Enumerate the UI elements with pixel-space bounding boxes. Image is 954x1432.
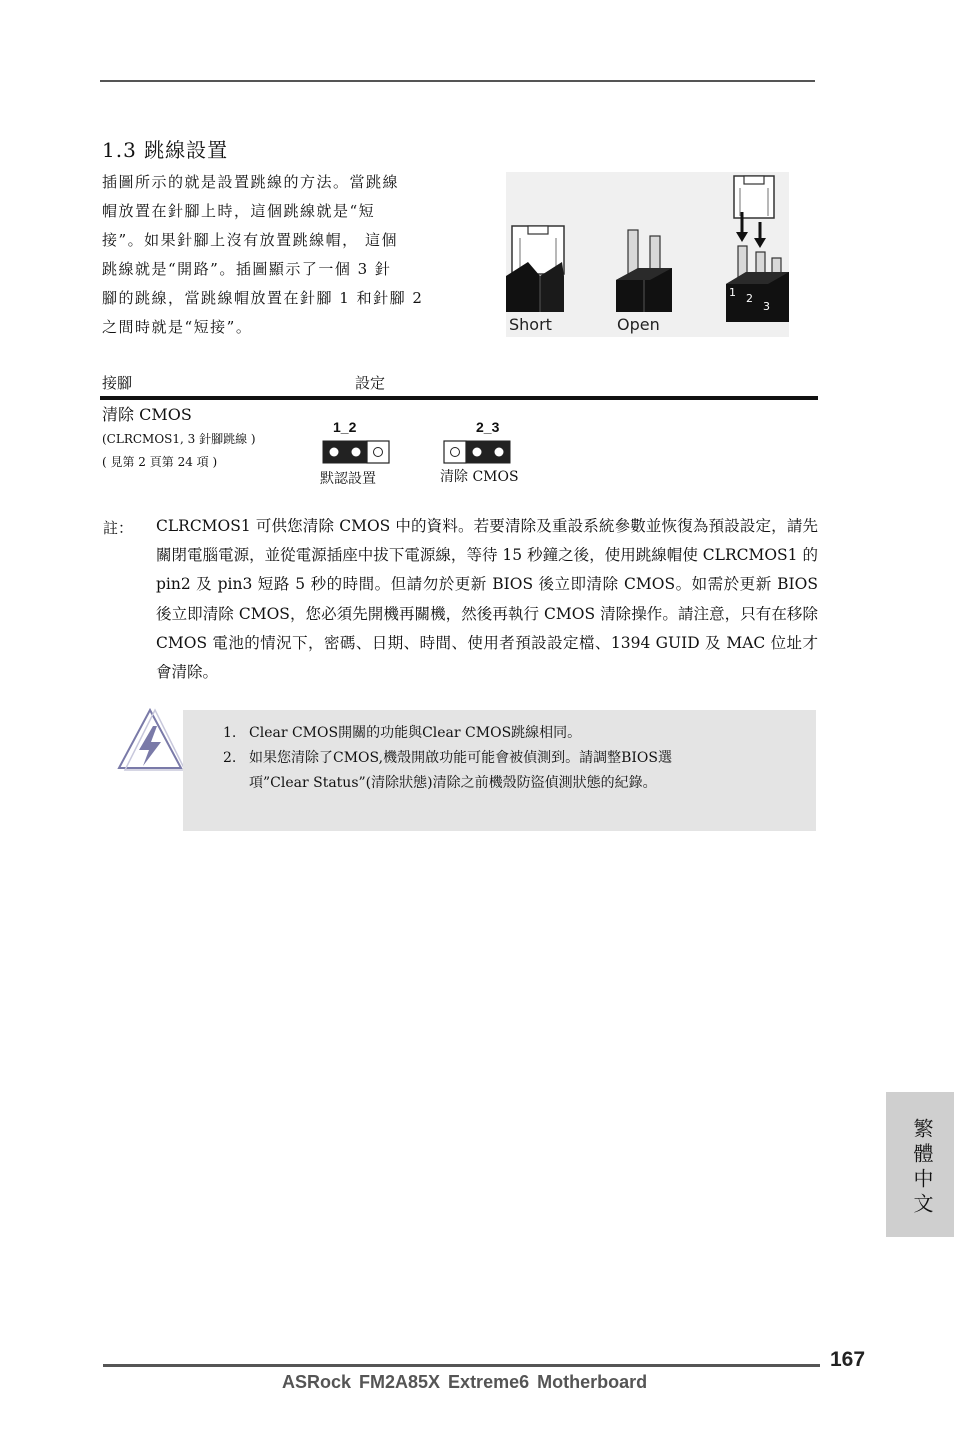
three-pin-jumper-graphic: [726, 176, 789, 322]
section-heading: 1.3 跳線設置: [102, 138, 229, 162]
column-header-setting: 設定: [355, 374, 386, 392]
jumper-illustration: [506, 172, 789, 337]
warning-box: [183, 710, 816, 831]
column-header-pin: 接腳: [102, 374, 133, 392]
jumper-drawing: [506, 172, 789, 337]
language-side-tab: [886, 1092, 954, 1237]
footer-rule: [103, 1364, 820, 1367]
intro-line: 插圖所示的就是設置跳線的方法。當跳線: [102, 173, 400, 191]
jumper-name: 清除 CMOS: [102, 405, 192, 424]
jumper-a-caption: 默認設置: [320, 471, 376, 487]
jumper-a-label: 1_2: [333, 419, 357, 435]
note-text: CLRCMOS1 可供您清除 CMOS 中的資料。若要清除及重設系統參數並恢復為預設設定，請先關閉電腦電源，並從電源插座中拔下電源線，等待 15 秒鐘之後，使用跳線帽使 CLRCMOS1 的 pin2 及 pin3 短路 5 秒的時間。但請勿於更新 BIOS 後立即清除 CMOS。如需於更新 BIOS 後立即清除 CMOS，您必須先開機再關機，然後再執行 CMOS 清除操作。請注意，只有在移除 CMOS 電池的情況下，密碼、日期、時間、使用者預設設定檔、1394 GUID 及 MAC 位址才會清除。: [156, 517, 818, 682]
jumper-subtitle: (CLRCMOS1, 3 針腳跳線 ): [102, 432, 256, 446]
warning-item: [223, 746, 729, 796]
table-header-rule: [100, 396, 818, 400]
open-label: Open: [617, 315, 660, 334]
pin-number-3: 3: [763, 300, 770, 313]
jumper-b-caption: 清除 CMOS: [440, 469, 519, 485]
pin-number-2: 2: [746, 292, 753, 305]
jumper-b-label: 2_3: [476, 419, 500, 435]
warning-icon: [115, 706, 185, 772]
warning-item-text: 如果您清除了CMOS,機殼開啟功能可能會被偵測到。請調整BIOS選項”Clear Status”(清除狀態)清除之前機殼防盜偵測狀態的紀錄。: [249, 750, 672, 791]
warning-item-text: Clear CMOS開關的功能與Clear CMOS跳線相同。: [249, 725, 582, 741]
top-rule: [100, 80, 815, 82]
warning-list: [223, 721, 729, 796]
short-label: Short: [509, 315, 552, 334]
intro-line: 帽放置在針腳上時，這個跳線就是“短: [102, 202, 376, 220]
intro-paragraph: [102, 168, 464, 342]
page-number: 167: [830, 1348, 866, 1371]
intro-line: 之間時就是“短接”。: [102, 318, 253, 336]
warning-item: [223, 721, 729, 746]
warning-item-number: 2.: [223, 750, 237, 766]
intro-line: 跳線就是“開路”。插圖顯示了一個 3 針: [102, 260, 392, 278]
short-jumper-graphic: [506, 226, 564, 312]
language-label: 繁體中文: [910, 1118, 934, 1218]
open-jumper-graphic: [616, 230, 672, 312]
intro-line: 腳的跳線，當跳線帽放置在針腳 1 和針腳 2: [102, 289, 424, 307]
pin-number-1: 1: [729, 286, 736, 299]
note-label: 註：: [103, 519, 134, 537]
warning-item-number: 1.: [223, 725, 237, 741]
jumper-b-pins-icon: [443, 440, 511, 464]
jumper-page-reference: ( 見第 2 頁第 24 項 ): [102, 455, 218, 469]
footer-title: ASRock FM2A85X Extreme6 Motherboard: [282, 1372, 648, 1392]
intro-line: 接”。如果針腳上沒有放置跳線帽， 這個: [102, 231, 398, 249]
jumper-a-pins-icon: [322, 440, 390, 464]
